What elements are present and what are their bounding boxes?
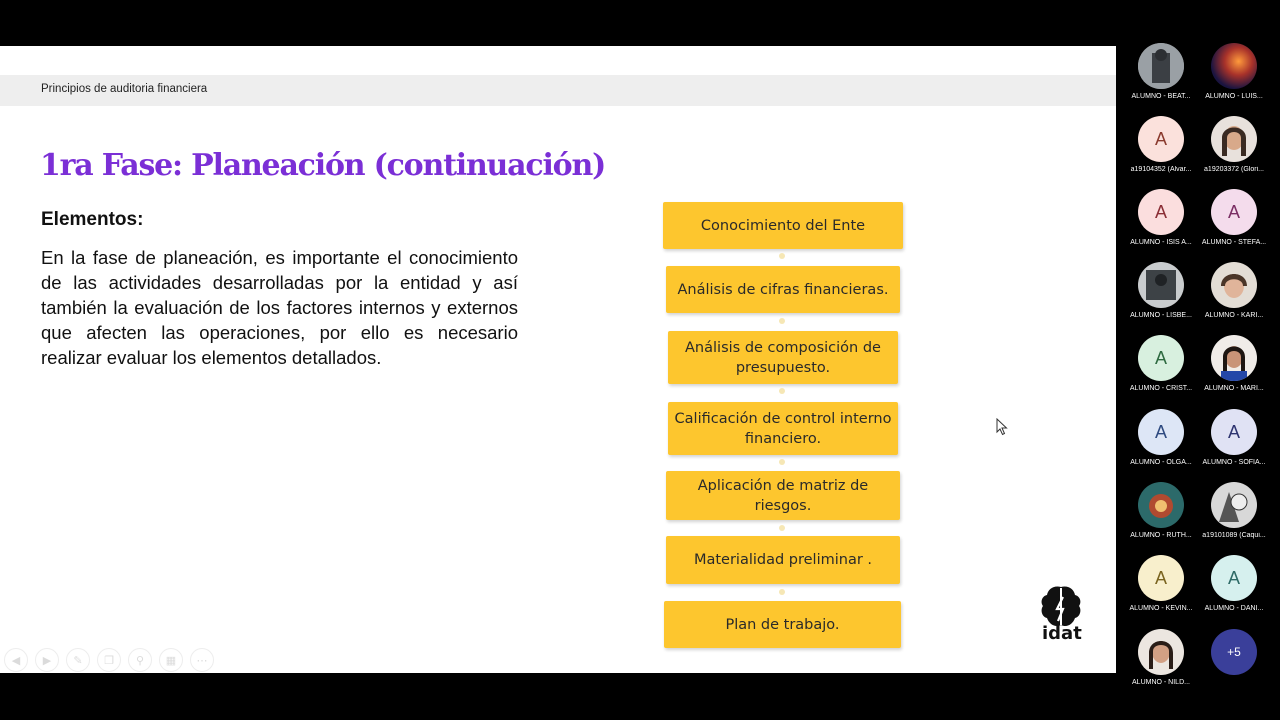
participant-tile[interactable]: [1197, 262, 1271, 328]
participant-tile[interactable]: [1124, 335, 1198, 401]
flow-connector: [779, 459, 785, 465]
flow-step-4: Calificación de control interno financiero.: [668, 402, 898, 455]
participant-name: ALUMNO - OLGA...: [1130, 459, 1192, 466]
flow-connector: [779, 525, 785, 531]
flow-step-2: Análisis de cifras financieras.: [666, 266, 900, 313]
participant-name: ALUMNO - NILD...: [1132, 679, 1190, 686]
participant-initial-avatar: A: [1138, 116, 1184, 162]
flow-connector: [779, 253, 785, 259]
participant-photo-avatar: [1211, 43, 1257, 89]
flow-step-3: Análisis de composición de presupuesto.: [668, 331, 898, 384]
grid-icon[interactable]: ▦: [159, 648, 183, 672]
participant-tile[interactable]: [1124, 116, 1198, 182]
participant-name: ALUMNO - RUTH...: [1130, 532, 1192, 539]
participant-tile[interactable]: [1124, 555, 1198, 621]
participant-initial-avatar: A: [1211, 555, 1257, 601]
participant-tile[interactable]: [1124, 189, 1198, 255]
more-participants-count: +5: [1211, 629, 1257, 675]
flow-connector: [779, 388, 785, 394]
participant-name: ALUMNO - KEVIN...: [1129, 605, 1193, 612]
flow-step-7: Plan de trabajo.: [664, 601, 901, 648]
participant-name: ALUMNO - LUIS...: [1205, 93, 1263, 100]
mouse-cursor-icon: [996, 418, 1008, 436]
logo-text: idat: [1042, 623, 1082, 644]
copy-icon[interactable]: ❐: [97, 648, 121, 672]
participant-name: ALUMNO - MARI...: [1204, 385, 1264, 392]
participant-tile[interactable]: [1124, 409, 1198, 475]
participant-name: a19104352 (Álvar...: [1130, 166, 1192, 173]
participant-tile[interactable]: [1197, 116, 1271, 182]
participant-tile[interactable]: [1197, 189, 1271, 255]
participant-initial-avatar: A: [1211, 189, 1257, 235]
elements-heading: Elementos:: [41, 209, 144, 230]
participant-name: a19101089 (Caqui...: [1202, 532, 1266, 539]
participant-photo-avatar: [1211, 116, 1257, 162]
presentation-slide: [0, 46, 1116, 673]
slide-header-text: Principios de auditoria financiera: [41, 83, 208, 95]
more-participants-button[interactable]: [1197, 629, 1271, 695]
participant-photo-avatar: [1211, 335, 1257, 381]
participant-photo-avatar: [1138, 43, 1184, 89]
zoom-icon[interactable]: ⚲: [128, 648, 152, 672]
participant-tile[interactable]: [1197, 335, 1271, 401]
participant-tile[interactable]: [1197, 555, 1271, 621]
participant-initial-avatar: A: [1138, 335, 1184, 381]
slide-body-text: En la fase de planeación, es importante el conocimiento de las actividades desarrolladas por la entidad y así también la evaluación de los factores internos y externos que afecten las operaciones, por ello es necesario realizar evaluar los elementos detallados.: [41, 247, 518, 368]
flow-step-6: Materialidad preliminar .: [666, 536, 900, 584]
participant-photo-avatar: [1138, 482, 1184, 528]
participant-name: ALUMNO - KARI...: [1204, 312, 1264, 319]
participant-name: ALUMNO - BEAT...: [1131, 93, 1191, 100]
back-icon[interactable]: ◀: [4, 648, 28, 672]
participant-name: ALUMNO - DANI...: [1204, 605, 1264, 612]
participant-initial-avatar: A: [1138, 555, 1184, 601]
flow-connector: [779, 589, 785, 595]
participants-panel: [1116, 0, 1280, 720]
participant-name: ALUMNO - ISIS A...: [1130, 239, 1192, 246]
participant-tile[interactable]: [1197, 482, 1271, 548]
participant-photo-avatar: [1211, 482, 1257, 528]
participant-tile[interactable]: [1197, 43, 1271, 109]
participant-name: ALUMNO - STEFA...: [1201, 239, 1267, 246]
participant-initial-avatar: A: [1138, 409, 1184, 455]
forward-icon[interactable]: ▶: [35, 648, 59, 672]
participant-tile[interactable]: [1124, 262, 1198, 328]
participant-initial-avatar: A: [1211, 409, 1257, 455]
participant-tile[interactable]: [1124, 482, 1198, 548]
participant-name: a19203372 (Glori...: [1204, 166, 1264, 173]
flow-step-1: Conocimiento del Ente: [663, 202, 903, 249]
participant-initial-avatar: A: [1138, 189, 1184, 235]
participant-photo-avatar: [1211, 262, 1257, 308]
presentation-toolbar: [4, 648, 214, 672]
participant-name: ALUMNO - LISBE...: [1130, 312, 1192, 319]
participant-tile[interactable]: [1124, 43, 1198, 109]
more-icon[interactable]: ⋯: [190, 648, 214, 672]
pen-icon[interactable]: ✎: [66, 648, 90, 672]
participant-name: ALUMNO - CRIST...: [1129, 385, 1193, 392]
flow-connector: [779, 318, 785, 324]
participant-tile[interactable]: [1124, 629, 1198, 695]
flow-step-5: Aplicación de matriz de riesgos.: [666, 471, 900, 520]
participant-photo-avatar: [1138, 262, 1184, 308]
participant-tile[interactable]: [1197, 409, 1271, 475]
slide-header-bar: [0, 75, 1116, 106]
participant-photo-avatar: [1138, 629, 1184, 675]
participant-name: ALUMNO - SOFIA...: [1202, 459, 1266, 466]
slide-title: 1ra Fase: Planeación (continuación): [40, 148, 606, 183]
